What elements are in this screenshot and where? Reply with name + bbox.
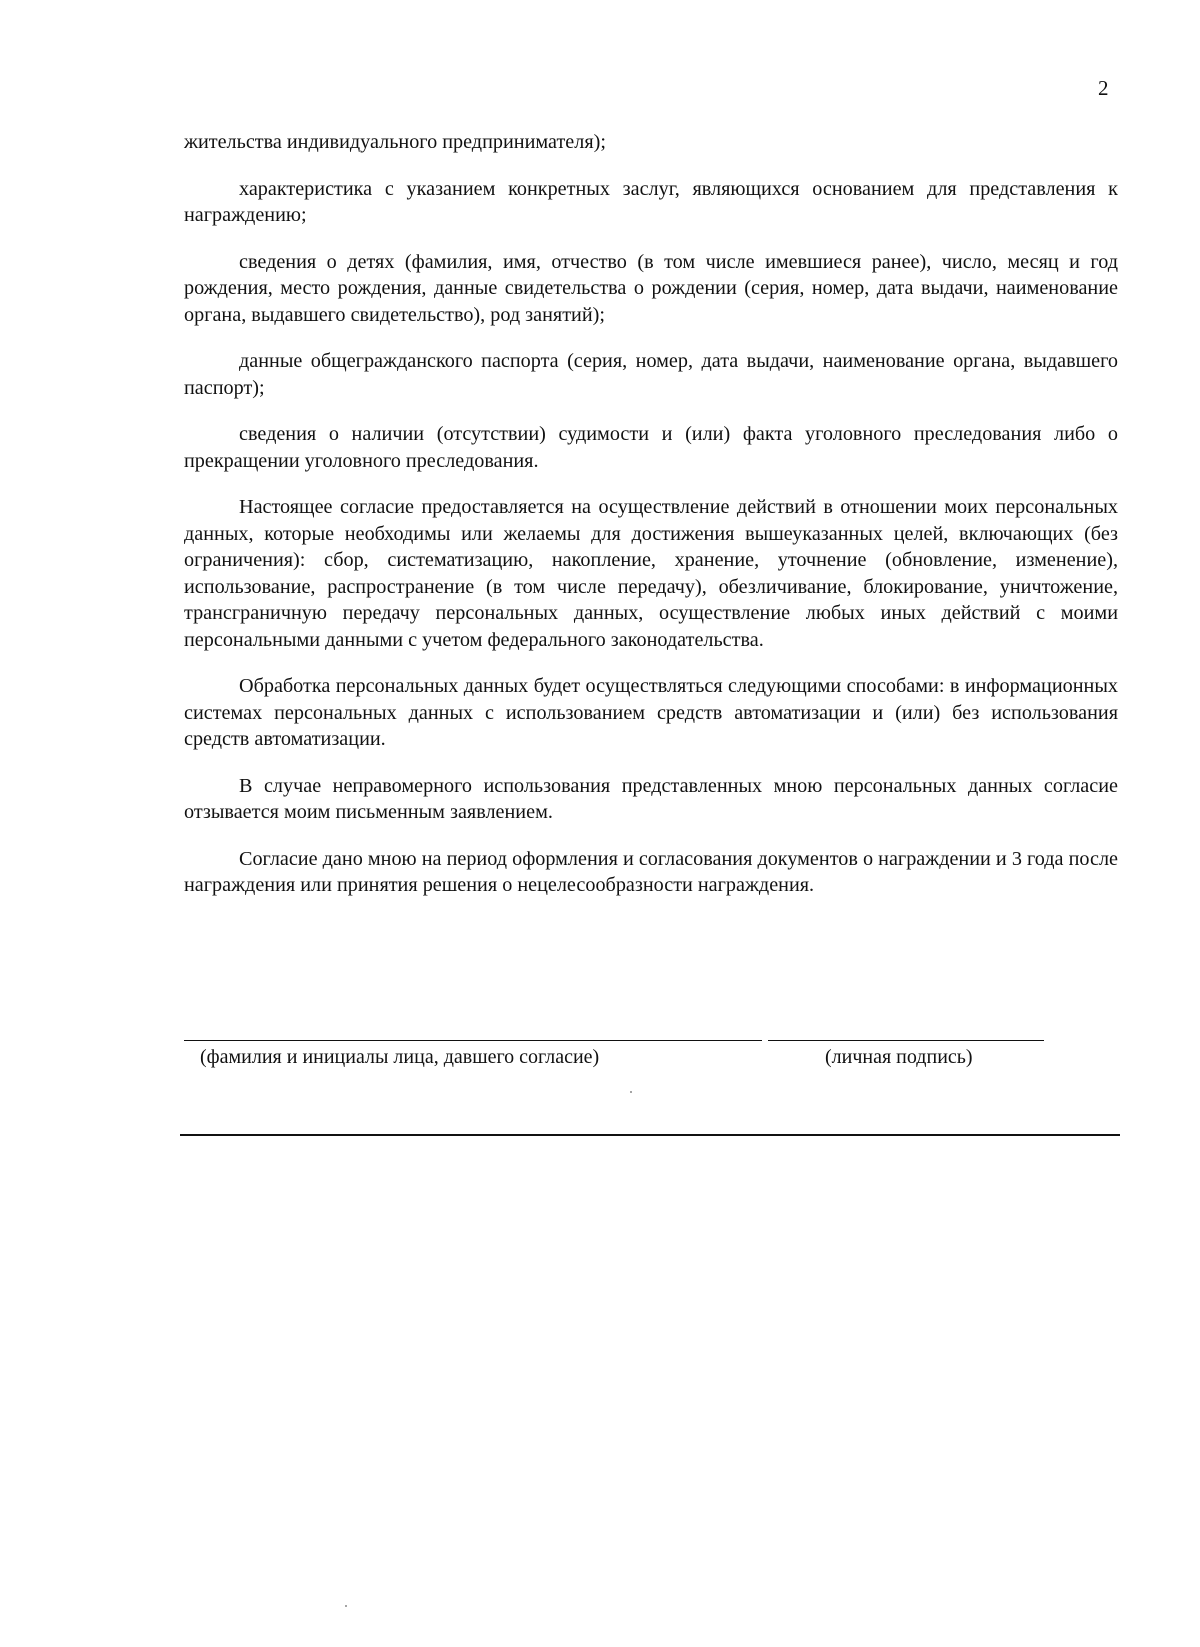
name-caption: (фамилия и инициалы лица, давшего согласие) bbox=[200, 1046, 600, 1068]
bottom-rule bbox=[180, 1134, 1120, 1136]
paragraph-criminal-record: сведения о наличии (отсутствии) судимости и (или) факта уголовного преследования либо о прекращении уголовного преследования. bbox=[184, 423, 1118, 472]
paragraph-residence-continuation: жительства индивидуального предпринимателя); bbox=[184, 131, 606, 153]
document-body bbox=[184, 129, 1118, 919]
paragraph-passport-data: данные общегражданского паспорта (серия, номер, дата выдачи, наименование органа, выдавшего паспорт); bbox=[184, 350, 1118, 399]
paragraph-processing-methods: Обработка персональных данных будет осуществляться следующими способами: в информационных системах персональных данных с использованием средств автоматизации и (или) без использования средств автоматизации. bbox=[184, 675, 1118, 750]
paragraph-characteristic: характеристика с указанием конкретных заслуг, являющихся основанием для представления к награждению; bbox=[184, 177, 1118, 226]
paragraph-children-info: сведения о детях (фамилия, имя, отчество (в том числе имевшиеся ранее), число, месяц и год рождения, место рождения, данные свидетельства о рождении (серия, номер, дата выдачи, наименование органа, выдавшего свидетельство), род занятий); bbox=[184, 250, 1118, 326]
paragraph-revocation: В случае неправомерного использования представленных мною персональных данных согласие отзывается моим письменным заявлением. bbox=[184, 774, 1118, 823]
page-number: 2 bbox=[1098, 76, 1109, 100]
paragraph-consent-scope: Настоящее согласие предоставляется на осуществление действий в отношении моих персональных данных, которые необходимы или желаемы для достижения вышеуказанных целей, включающих (без ограничения): сбор, систематизацию, накопление, хранение, уточнение (обновление, изменение), использование, распространение (в том числе передачу), обезличивание, блокирование, уничтожение, трансграничную передачу персональных данных, осуществление любых иных действий с моими персональными данными с учетом федерального законодательства. bbox=[184, 496, 1118, 651]
signature-lines bbox=[184, 1040, 1044, 1042]
paragraph-consent-period: Согласие дано мною на период оформления и согласования документов о награждении и 3 года после награждения или принятия решения о нецелесообразности награждения. bbox=[184, 847, 1118, 896]
signature-caption: (личная подпись) bbox=[825, 1046, 973, 1068]
personal-signature-line bbox=[768, 1040, 1044, 1041]
scan-speck bbox=[630, 1091, 632, 1093]
name-signature-line bbox=[184, 1040, 762, 1041]
scan-speck bbox=[345, 1605, 347, 1607]
